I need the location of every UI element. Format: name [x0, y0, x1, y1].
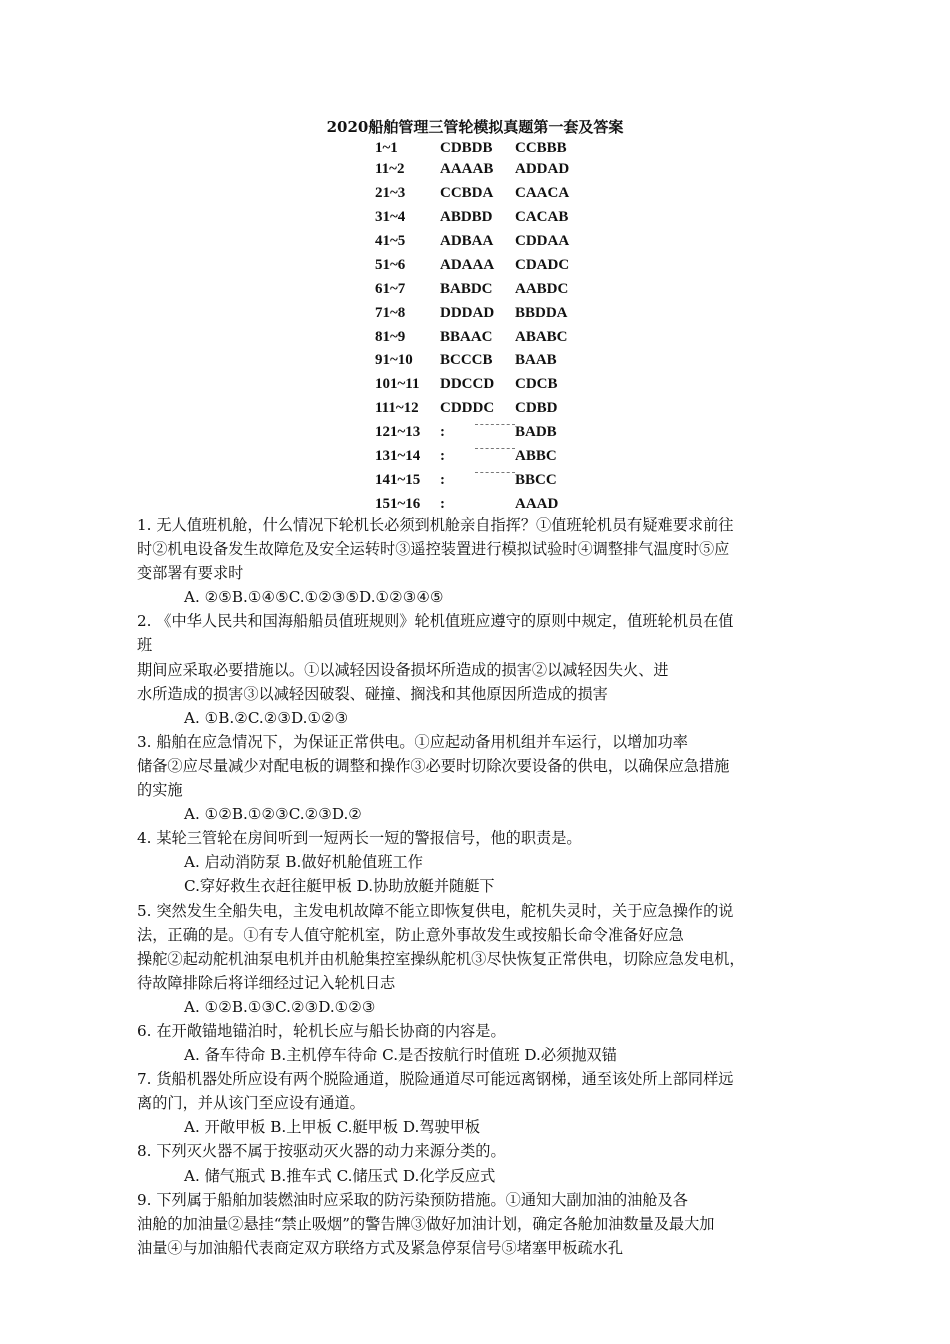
question-text: 的实施	[137, 781, 183, 800]
question-text: 变部署有要求时	[137, 564, 244, 583]
answer-group-b: CDADC	[515, 257, 570, 273]
question-text: 1. 无人值班机舱，什么情况下轮机长必须到机舱亲自指挥？①值班轮机员有疑难要求前往	[137, 516, 734, 534]
question-text: 水所造成的损害③以减轻因破裂、碰撞、搁浅和其他原因所造成的损害	[137, 684, 608, 703]
question-text: 4. 某轮三管轮在房间听到一短两长一短的警报信号，他的职责是。	[137, 829, 582, 848]
question-text: 待故障排除后将详细经过记入轮机日志	[137, 973, 396, 992]
question-text: 油量④与加油船代表商定双方联络方式及紧急停泵信号⑤堵塞甲板疏水孔	[137, 1238, 623, 1257]
answer-range: 101~11	[375, 376, 420, 392]
answer-group-b: AAAD	[515, 496, 559, 512]
answer-group-b: ADDAD	[515, 161, 570, 177]
answer-group-b: BBDDA	[515, 305, 568, 321]
answer-group-a: :	[440, 424, 445, 440]
answer-range: 31~4	[375, 209, 406, 225]
answer-group-a: ADAAA	[440, 257, 495, 273]
question-text: 2. 《中华人民共和国海船船员值班规则》轮机值班应遵守的原则中规定，值班轮机员在值	[137, 612, 734, 631]
answer-group-a: CDBDB	[440, 140, 493, 156]
question-body	[137, 513, 837, 1260]
answer-group-b: BAAB	[515, 352, 557, 368]
answer-range: 121~13	[375, 424, 421, 440]
answer-range: 91~10	[375, 352, 413, 368]
question-text: 储备②应尽量减少对配电板的调整和操作③必要时切除次要设备的供电，以确保应急措施	[137, 756, 730, 775]
answer-group-b: CDCB	[515, 376, 558, 392]
answer-group-b: CAACA	[515, 185, 570, 201]
answer-range: 131~14	[375, 448, 421, 464]
answer-group-a: BBAAC	[440, 329, 493, 345]
question-text: 油舱的加油量②悬挂“禁止吸烟”的警告牌③做好加油计划，确定各舱加油数量及最大加	[137, 1214, 715, 1233]
answer-options: A. ①②B.①③C.②③D.①②③	[184, 997, 376, 1016]
question-text: 班	[137, 636, 153, 655]
answer-group-a: ADBAA	[440, 233, 494, 249]
answer-group-a: ABDBD	[440, 209, 493, 225]
answer-range: 81~9	[375, 329, 406, 345]
answer-options: A. 开敞甲板 B.上甲板 C.艇甲板 D.驾驶甲板	[184, 1118, 481, 1137]
answer-range: 141~15	[375, 472, 421, 488]
answer-group-b: ABBC	[515, 448, 557, 464]
answer-range: 11~2	[375, 161, 405, 177]
question-text: 操舵②起动舵机油泵电机并由机舱集控室操纵舵机③尽快恢复正常供电，切除应急发电机，	[137, 949, 745, 968]
answer-group-a: BABDC	[440, 281, 493, 297]
answer-group-b: CDDAA	[515, 233, 570, 249]
answer-group-b: BADB	[515, 424, 557, 440]
answer-group-a: :	[440, 448, 445, 464]
question-text: 法，正确的是。①有专人值守舵机室，防止意外事故发生或按船长命令准备好应急	[137, 925, 684, 944]
answer-group-b: CACAB	[515, 209, 569, 225]
question-text: 离的门，并从该门至应设有通道。	[137, 1094, 365, 1113]
question-text: 7. 货船机器处所应设有两个脱险通道，脱险通道尽可能远离钢梯，通至该处所上部同样远	[137, 1070, 734, 1089]
answer-group-a: CCBDA	[440, 185, 494, 201]
question-text: 8. 下列灭火器不属于按驱动灭火器的动力来源分类的。	[137, 1142, 506, 1161]
answer-group-b: CCBBB	[515, 140, 567, 156]
answer-group-a: DDDAD	[440, 305, 495, 321]
answer-range: 71~8	[375, 305, 406, 321]
answer-group-a: CDDDC	[440, 400, 495, 416]
answer-group-a: BCCCB	[440, 352, 493, 368]
answer-group-b: ABABC	[515, 329, 568, 345]
answer-options: A. 启动消防泵 B.做好机舱值班工作	[184, 853, 423, 872]
answer-range: 111~12	[375, 400, 419, 416]
answer-options: A. ②⑤B.①④⑤C.①②③⑤D.①②③④⑤	[184, 588, 444, 607]
answer-options: A. ①②B.①②③C.②③D.②	[184, 805, 362, 824]
question-text: 期间应采取必要措施以。①以减轻因设备损坏所造成的损害②以减轻因失火、进	[137, 660, 669, 679]
answer-range: 51~6	[375, 257, 406, 273]
answer-range: 151~16	[375, 496, 421, 512]
answer-group-a: :	[440, 496, 445, 512]
answer-range: 61~7	[375, 281, 406, 297]
answer-options: A. 备车待命 B.主机停车待命 C.是否按航行时值班 D.必须抛双锚	[184, 1046, 617, 1065]
answer-range: 41~5	[375, 233, 406, 249]
answer-options: A. ①B.②C.②③D.①②③	[184, 708, 349, 727]
question-text: 5. 突然发生全船失电，主发电机故障不能立即恢复供电，舵机失灵时，关于应急操作的说	[137, 901, 734, 920]
dashed-rule	[475, 472, 515, 473]
dashed-rule	[475, 424, 515, 425]
answer-group-b: AABDC	[515, 281, 569, 297]
question-text: 9. 下列属于船舶加装燃油时应采取的防污染预防措施。①通知大副加油的油舱及各	[137, 1190, 688, 1209]
answer-range: 1~1	[375, 140, 398, 156]
page-title: 2020船舶管理三管轮模拟真题第一套及答案	[326, 118, 624, 136]
answer-options: C.穿好救生衣赶往艇甲板 D.协助放艇并随艇下	[184, 877, 495, 896]
answer-group-a: DDCCD	[440, 376, 495, 392]
answer-range: 21~3	[375, 185, 406, 201]
answer-group-b: BBCC	[515, 472, 557, 488]
answer-options: A. 储气瓶式 B.推车式 C.储压式 D.化学反应式	[184, 1166, 496, 1185]
dashed-rule	[475, 448, 515, 449]
question-text: 3. 船舶在应急情况下，为保证正常供电。①应起动备用机组并车运行，以增加功率	[137, 732, 688, 751]
answer-group-a: :	[440, 472, 445, 488]
question-text: 时②机电设备发生故障危及安全运转时③遥控装置进行模拟试验时④调整排气温度时⑤应	[137, 540, 730, 559]
answer-group-a: AAAAB	[440, 161, 494, 177]
answer-group-b: CDBD	[515, 400, 558, 416]
question-text: 6. 在开敞锚地锚泊时，轮机长应与船长协商的内容是。	[137, 1021, 506, 1040]
